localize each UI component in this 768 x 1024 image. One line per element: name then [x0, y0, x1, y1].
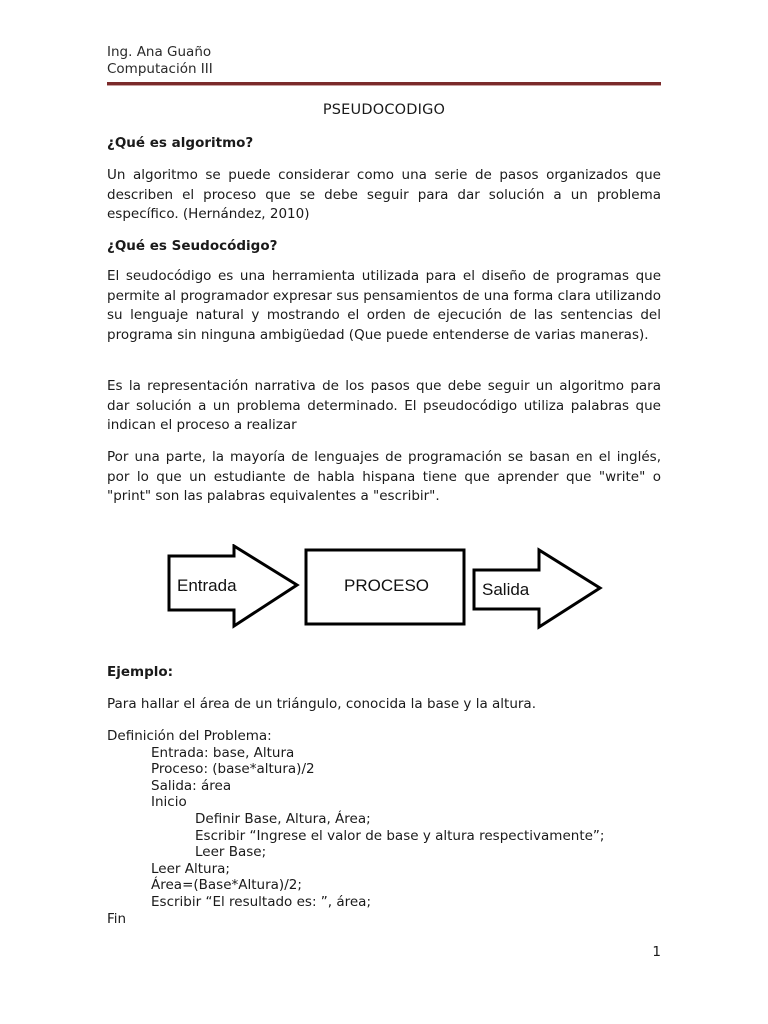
header-divider — [107, 82, 661, 86]
code-line: Leer Base; — [195, 844, 267, 861]
paragraph-seudocodigo-2: Es la representación narrativa de los pasos que debe seguir un algoritmo para dar solución a un problema determinado. El pseudocódigo utiliza palabras que indican el proceso a realizar — [107, 378, 661, 433]
code-line: Inicio — [151, 794, 187, 811]
code-line: Escribir “Ingrese el valor de base y altura respectivamente”; — [195, 827, 605, 844]
paragraph-algoritmo: Un algoritmo se puede considerar como una serie de pasos organizados que describen el proceso que se debe seguir para dar solución a un problema específico. (Hernández, 2010) — [107, 167, 661, 222]
document-page — [107, 0, 661, 1024]
code-line: Fin — [107, 910, 127, 927]
code-line: Definición del Problema: — [107, 728, 272, 744]
paragraph-seudocodigo-1: El seudocódigo es una herramienta utilizada para el diseño de programas que permite al programador expresar sus pensamientos de una forma clara utilizando su lenguaje natural y mostrando el orden de ejecución de las sentencias del programa sin ninguna ambigüedad (Que puede entenderse de varias maneras). — [107, 268, 661, 343]
section-heading-algoritmo: ¿Qué es algoritmo? — [107, 135, 254, 151]
header-course: Computación III — [107, 61, 213, 77]
section-heading-seudocodigo: ¿Qué es Seudocódigo? — [107, 238, 278, 254]
input-arrow-label: Entrada — [177, 576, 237, 595]
code-line: Definir Base, Altura, Área; — [195, 810, 371, 827]
output-arrow-label: Salida — [482, 580, 530, 599]
header-author: Ing. Ana Guaño — [107, 44, 212, 60]
page-number: 1 — [652, 944, 661, 960]
process-diagram — [167, 544, 607, 634]
example-intro: Para hallar el área de un triángulo, conocida la base y la altura. — [107, 696, 536, 712]
code-line: Salida: área — [151, 777, 232, 794]
example-heading: Ejemplo: — [107, 664, 174, 680]
document-title: PSEUDOCODIGO — [322, 102, 446, 118]
code-line: Entrada: base, Altura — [151, 744, 295, 761]
process-box-label: PROCESO — [344, 576, 430, 595]
code-line: Proceso: (base*altura)/2 — [151, 761, 315, 778]
code-line: Área=(Base*Altura)/2; — [151, 877, 302, 894]
pseudocode-block — [107, 728, 604, 927]
code-line: Leer Altura; — [151, 860, 230, 877]
page-header — [107, 44, 213, 78]
code-line: Escribir “El resultado es: ”, área; — [151, 893, 372, 910]
paragraph-seudocodigo-3: Por una parte, la mayoría de lenguajes de programación se basan en el inglés, por lo que un estudiante de habla hispana tiene que aprender que "write" o "print" son las palabras equivalentes a "escribir". — [107, 449, 661, 504]
